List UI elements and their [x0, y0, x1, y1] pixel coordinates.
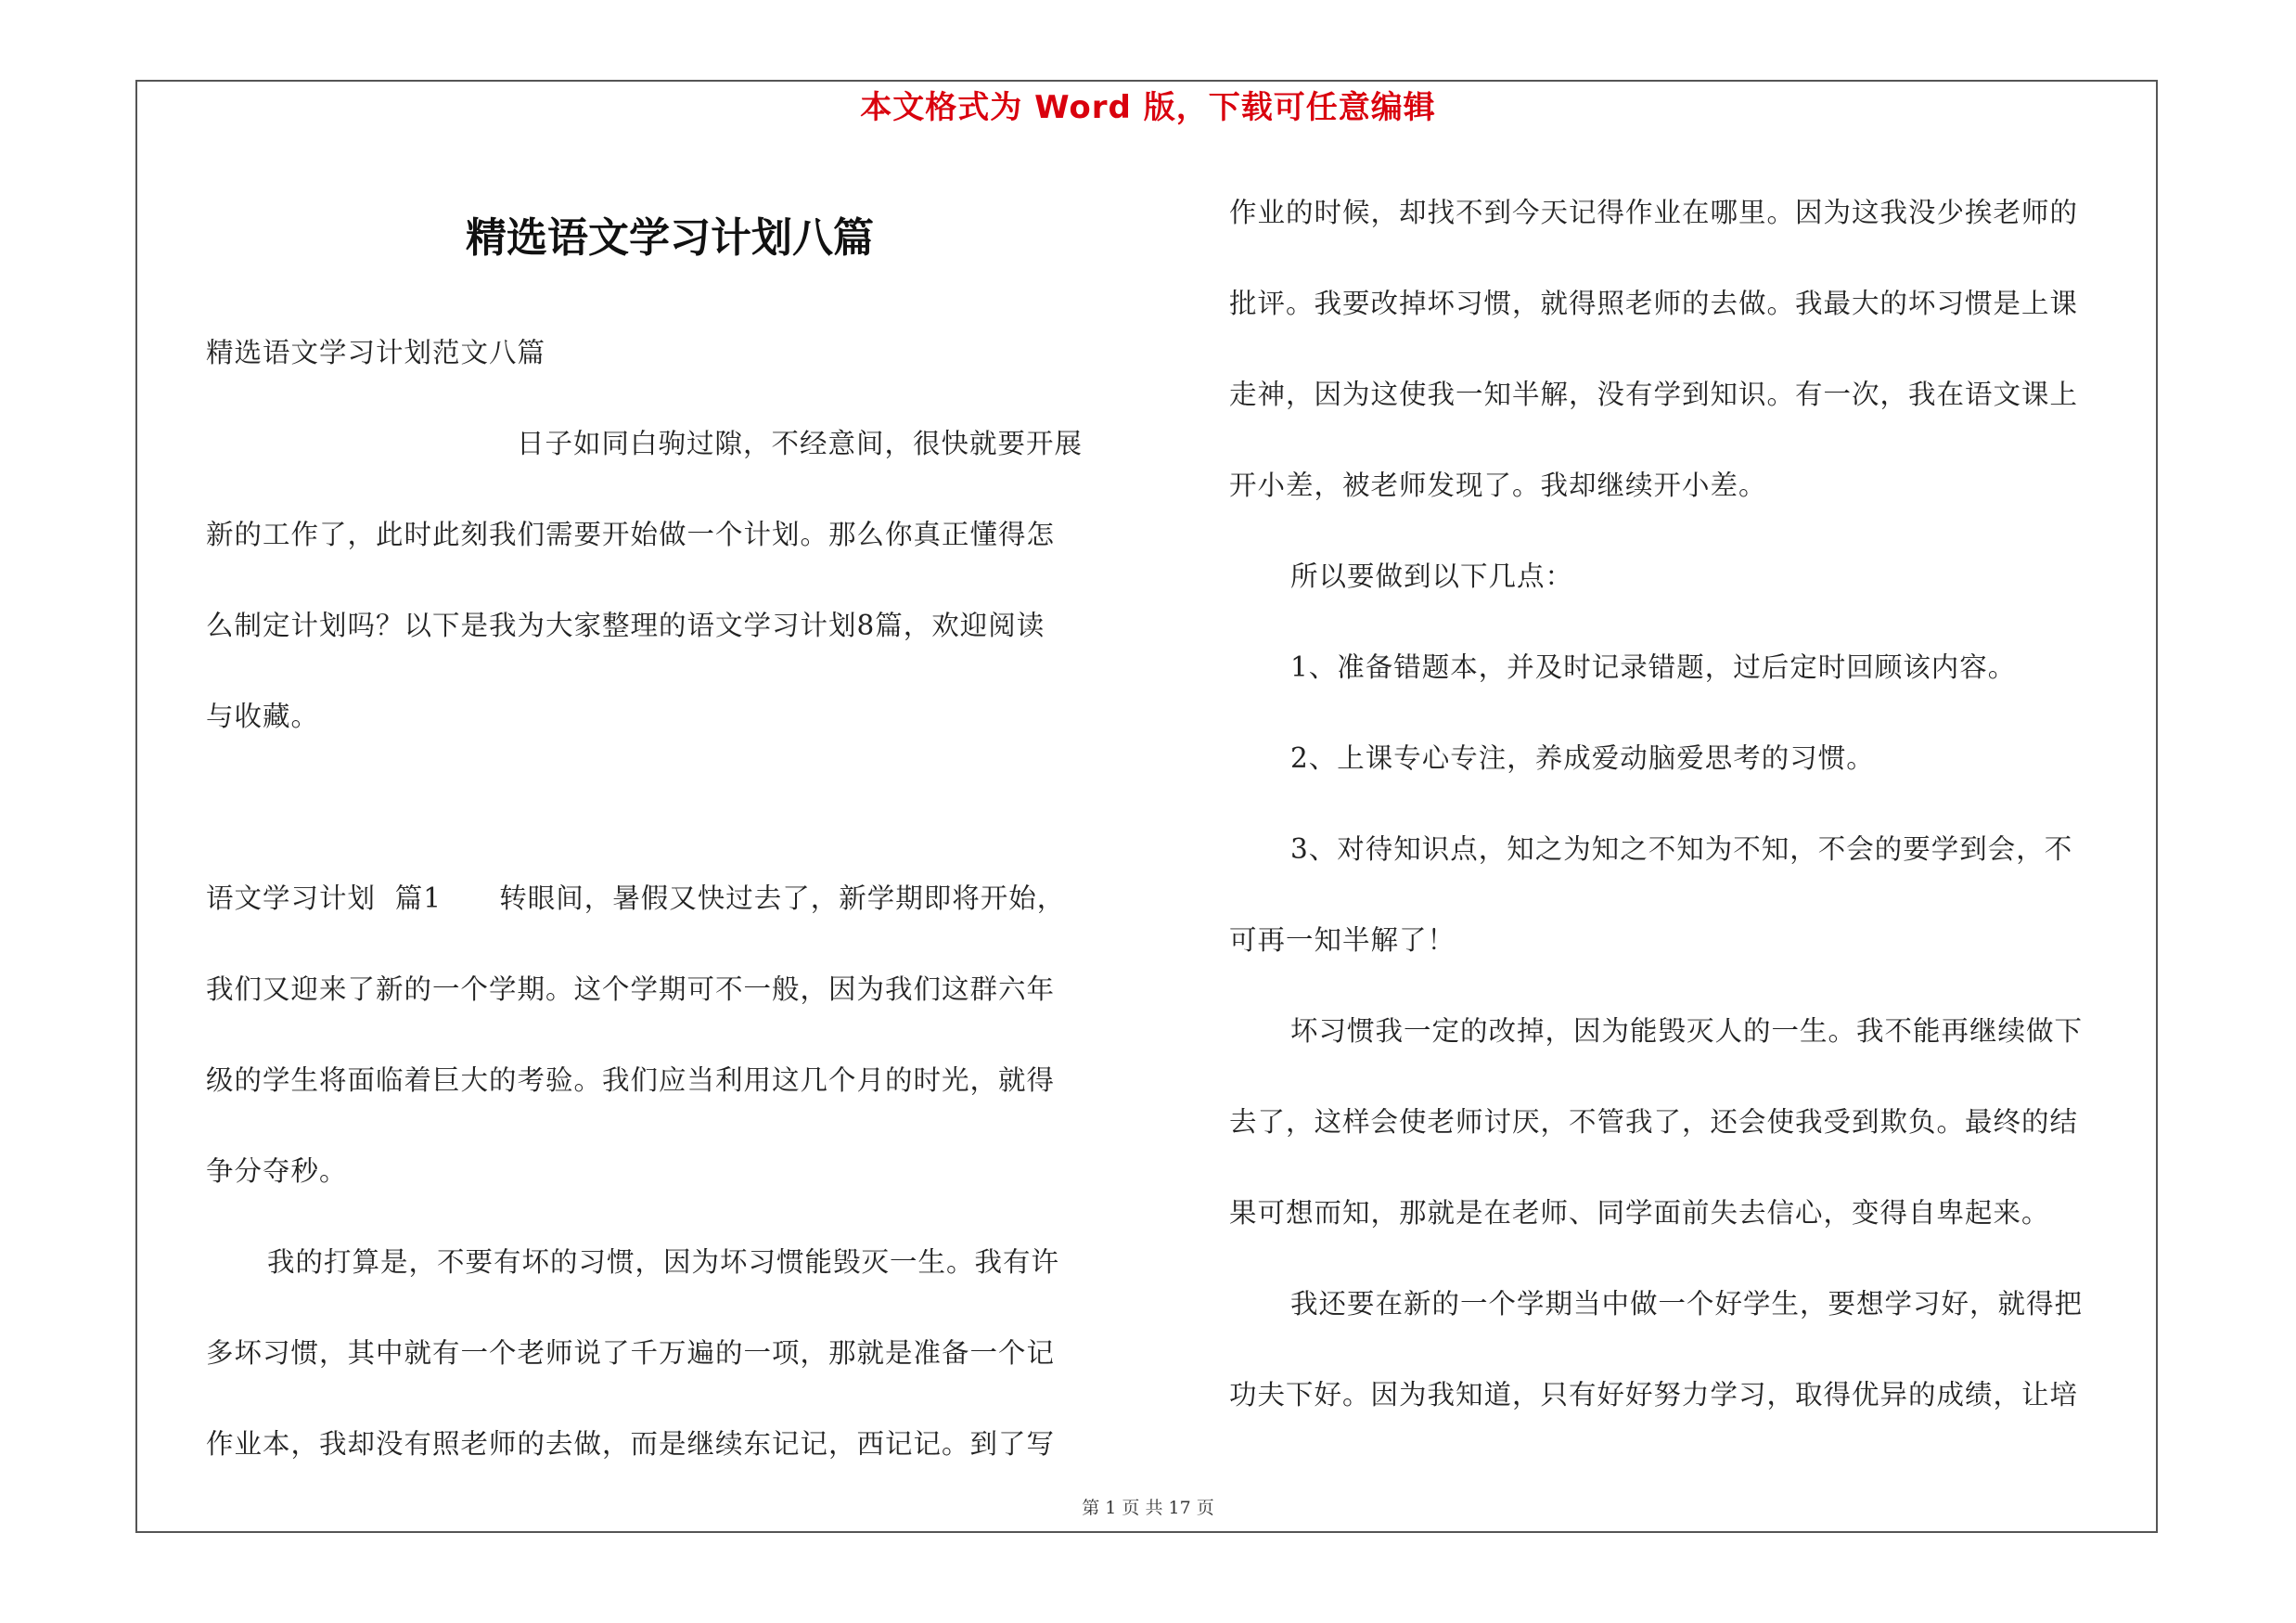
format-banner: 本文格式为 Word 版，下载可任意编辑	[860, 89, 1436, 126]
paragraph-line: 坏习惯我一定的改掉，因为能毁灭人的一生。我不能再继续做下	[1290, 1015, 2084, 1047]
paragraph-line: 作业本，我却没有照老师的去做，而是继续东记记，西记记。到了写	[206, 1428, 1056, 1460]
page-number-footer: 第 1 页 共 17 页	[1082, 1498, 1214, 1518]
paragraph-line: 批评。我要改掉坏习惯，就得照老师的去做。我最大的坏习惯是上课	[1229, 288, 2079, 319]
document-title: 精选语文学习计划八篇	[466, 214, 874, 262]
paragraph-line: 所以要做到以下几点：	[1290, 560, 1574, 592]
left-column	[206, 307, 1143, 1489]
list-item: 3、对待知识点，知之为知之不知为不知，不会的要学到会，不	[1290, 833, 2073, 865]
paragraph-line: 我的打算是，不要有坏的习惯，因为坏习惯能毁灭一生。我有许	[267, 1246, 1060, 1278]
paragraph-line: 可再一知半解了！	[1229, 924, 1456, 956]
right-column	[1229, 167, 2157, 1440]
list-item: 2、上课专心专注，养成爱动脑爱思考的习惯。	[1290, 742, 1875, 774]
paragraph-line: 我还要在新的一个学期当中做一个好学生，要想学习好，就得把	[1290, 1288, 2084, 1320]
paragraph-line: 功夫下好。因为我知道，只有好好努力学习，取得优异的成绩，让培	[1229, 1379, 2079, 1410]
paragraph-line: 级的学生将面临着巨大的考验。我们应当利用这几个月的时光，就得	[206, 1064, 1056, 1096]
paragraph-line: 新的工作了，此时此刻我们需要开始做一个计划。那么你真正懂得怎	[206, 519, 1056, 550]
paragraph-line: 作业的时候，却找不到今天记得作业在哪里。因为这我没少挨老师的	[1229, 197, 2079, 228]
paragraph-line: 果可想而知，那就是在老师、同学面前失去信心，变得自卑起来。	[1229, 1197, 2050, 1229]
paragraph-line: 开小差，被老师发现了。我却继续开小差。	[1229, 470, 1767, 501]
paragraph-line: 我们又迎来了新的一个学期。这个学期可不一般，因为我们这群六年	[206, 973, 1056, 1005]
paragraph-line: 走神，因为这使我一知半解，没有学到知识。有一次，我在语文课上	[1229, 379, 2079, 410]
paragraph-line: 么制定计划吗？以下是我为大家整理的语文学习计划8篇，欢迎阅读	[206, 610, 1045, 641]
paragraph-line: 与收藏。	[206, 701, 320, 732]
paragraph-line: 去了，这样会使老师讨厌，不管我了，还会使我受到欺负。最终的结	[1229, 1106, 2079, 1138]
paragraph-line: 日子如同白驹过隙，不经意间，很快就要开展	[517, 428, 1084, 459]
list-item: 1、准备错题本，并及时记录错题，过后定时回顾该内容。	[1290, 651, 2017, 683]
paragraph-line: 多坏习惯，其中就有一个老师说了千万遍的一项，那就是准备一个记	[206, 1337, 1056, 1369]
subtitle-line: 精选语文学习计划范文八篇	[206, 337, 546, 368]
paragraph-line: 争分夺秒。	[206, 1155, 348, 1187]
blank-line	[206, 762, 1143, 853]
section-heading-line: 语文学习计划 篇1 转眼间，暑假又快过去了，新学期即将开始，	[206, 882, 1066, 914]
